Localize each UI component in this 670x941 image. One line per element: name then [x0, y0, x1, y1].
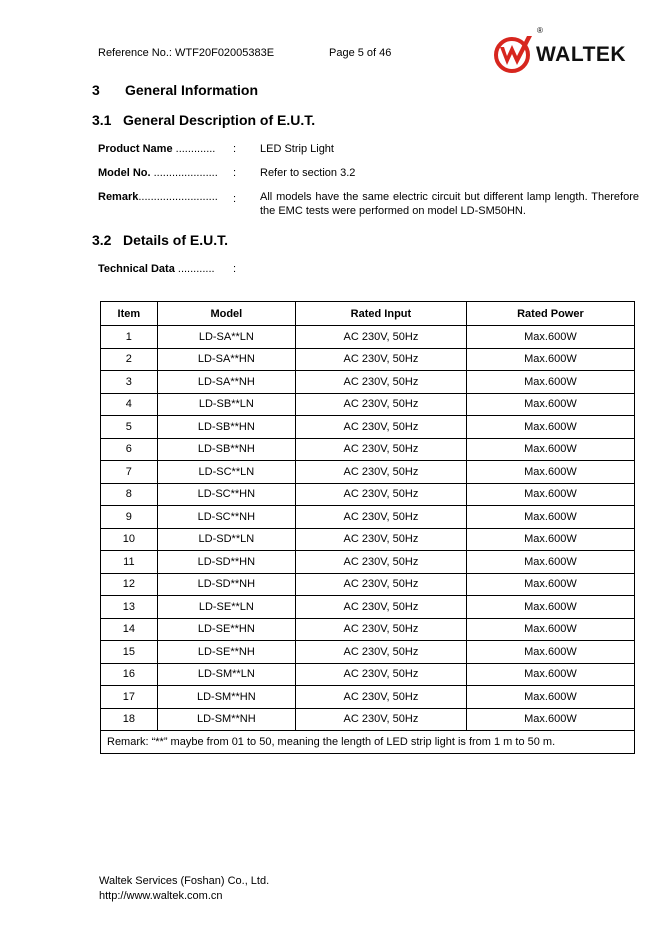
cell-rated-power: Max.600W [466, 393, 634, 416]
cell-rated-input: AC 230V, 50Hz [295, 663, 466, 686]
remark-value: All models have the same electric circuit but different lamp length. Therefore the EMC tests were performed on model LD-SM50HN. [260, 191, 639, 217]
cell-item: 3 [101, 371, 158, 394]
section-3-heading [92, 82, 258, 98]
section-number: 3 [92, 82, 100, 98]
cell-rated-input: AC 230V, 50Hz [295, 686, 466, 709]
product-name-value: LED Strip Light [260, 143, 334, 155]
section-title: Details of E.U.T. [123, 232, 229, 248]
cell-model: LD-SB**LN [157, 393, 295, 416]
cell-item: 11 [101, 551, 158, 574]
model-no-label: Model No. ..................... [98, 167, 218, 179]
cell-model: LD-SD**LN [157, 528, 295, 551]
colon: : [233, 263, 237, 275]
cell-rated-power: Max.600W [466, 461, 634, 484]
cell-rated-input: AC 230V, 50Hz [295, 416, 466, 439]
section-title: General Description of E.U.T. [123, 112, 316, 128]
cell-item: 8 [101, 483, 158, 506]
cell-item: 16 [101, 663, 158, 686]
table-row [101, 416, 635, 439]
cell-rated-power: Max.600W [466, 641, 634, 664]
footer-company: Waltek Services (Foshan) Co., Ltd. [99, 875, 270, 887]
table-row [101, 618, 635, 641]
page-number: Page 5 of 46 [329, 47, 392, 59]
cell-rated-input: AC 230V, 50Hz [295, 461, 466, 484]
cell-rated-power: Max.600W [466, 438, 634, 461]
cell-item: 10 [101, 528, 158, 551]
cell-rated-power: Max.600W [466, 371, 634, 394]
table-header-row [101, 302, 635, 326]
table-row [101, 371, 635, 394]
cell-rated-input: AC 230V, 50Hz [295, 708, 466, 731]
table-row [101, 461, 635, 484]
model-no-value: Refer to section 3.2 [260, 167, 356, 179]
reference-number: Reference No.: WTF20F02005383E [98, 47, 275, 59]
cell-rated-power: Max.600W [466, 551, 634, 574]
cell-rated-power: Max.600W [466, 596, 634, 619]
cell-model: LD-SD**NH [157, 573, 295, 596]
table-row [101, 348, 635, 371]
cell-rated-power: Max.600W [466, 483, 634, 506]
cell-item: 7 [101, 461, 158, 484]
cell-item: 12 [101, 573, 158, 596]
cell-rated-power: Max.600W [466, 326, 634, 349]
cell-item: 15 [101, 641, 158, 664]
table-row [101, 573, 635, 596]
logo-text: WALTEK [536, 43, 627, 66]
cell-rated-input: AC 230V, 50Hz [295, 641, 466, 664]
header-rated-input: Rated Input [295, 302, 466, 326]
header-model: Model [157, 302, 295, 326]
colon: : [233, 167, 237, 179]
cell-model: LD-SA**NH [157, 371, 295, 394]
cell-rated-input: AC 230V, 50Hz [295, 528, 466, 551]
cell-rated-input: AC 230V, 50Hz [295, 551, 466, 574]
cell-model: LD-SB**HN [157, 416, 295, 439]
cell-rated-input: AC 230V, 50Hz [295, 596, 466, 619]
remark-label: Remark.......................... [98, 191, 218, 203]
table-row [101, 686, 635, 709]
footer-url: http://www.waltek.com.cn [99, 890, 223, 902]
cell-item: 17 [101, 686, 158, 709]
table-row [101, 708, 635, 731]
table-row [101, 528, 635, 551]
product-name-label: Product Name ............. [98, 143, 216, 155]
cell-rated-input: AC 230V, 50Hz [295, 438, 466, 461]
cell-model: LD-SM**HN [157, 686, 295, 709]
cell-model: LD-SC**NH [157, 506, 295, 529]
cell-model: LD-SD**HN [157, 551, 295, 574]
cell-model: LD-SB**NH [157, 438, 295, 461]
colon: : [233, 193, 237, 205]
cell-rated-power: Max.600W [466, 528, 634, 551]
cell-model: LD-SM**NH [157, 708, 295, 731]
cell-rated-input: AC 230V, 50Hz [295, 326, 466, 349]
cell-rated-power: Max.600W [466, 416, 634, 439]
table-row [101, 483, 635, 506]
waltek-logo-icon [492, 30, 536, 76]
section-3-1-heading [92, 112, 315, 128]
cell-rated-input: AC 230V, 50Hz [295, 483, 466, 506]
technical-data-label: Technical Data ............ [98, 263, 215, 275]
cell-rated-input: AC 230V, 50Hz [295, 393, 466, 416]
cell-item: 9 [101, 506, 158, 529]
cell-rated-input: AC 230V, 50Hz [295, 618, 466, 641]
cell-rated-power: Max.600W [466, 348, 634, 371]
table-row [101, 551, 635, 574]
cell-model: LD-SA**HN [157, 348, 295, 371]
section-title: General Information [125, 82, 259, 98]
registered-mark: ® [537, 26, 543, 35]
table-row [101, 438, 635, 461]
technical-data-table [100, 301, 635, 754]
cell-model: LD-SE**NH [157, 641, 295, 664]
cell-model: LD-SE**HN [157, 618, 295, 641]
cell-item: 18 [101, 708, 158, 731]
cell-rated-power: Max.600W [466, 686, 634, 709]
table-remark: Remark: “**” maybe from 01 to 50, meaning the length of LED strip light is from 1 m to 50 m. [101, 731, 635, 754]
cell-rated-input: AC 230V, 50Hz [295, 371, 466, 394]
table-row [101, 326, 635, 349]
table-row [101, 596, 635, 619]
cell-item: 5 [101, 416, 158, 439]
header-rated-power: Rated Power [466, 302, 634, 326]
footer [99, 874, 269, 904]
cell-rated-power: Max.600W [466, 506, 634, 529]
cell-item: 4 [101, 393, 158, 416]
cell-item: 6 [101, 438, 158, 461]
cell-rated-power: Max.600W [466, 573, 634, 596]
cell-item: 14 [101, 618, 158, 641]
table-remark-row [101, 731, 635, 754]
colon: : [233, 143, 237, 155]
table-row [101, 506, 635, 529]
cell-item: 13 [101, 596, 158, 619]
cell-rated-input: AC 230V, 50Hz [295, 348, 466, 371]
table-row [101, 393, 635, 416]
waltek-logo [492, 26, 637, 76]
table-row [101, 641, 635, 664]
cell-rated-power: Max.600W [466, 708, 634, 731]
section-number: 3.1 [92, 112, 112, 128]
table-row [101, 663, 635, 686]
cell-rated-power: Max.600W [466, 618, 634, 641]
cell-model: LD-SC**HN [157, 483, 295, 506]
cell-rated-input: AC 230V, 50Hz [295, 573, 466, 596]
cell-model: LD-SM**LN [157, 663, 295, 686]
cell-item: 2 [101, 348, 158, 371]
cell-model: LD-SE**LN [157, 596, 295, 619]
cell-item: 1 [101, 326, 158, 349]
section-3-2-heading [92, 232, 228, 248]
cell-model: LD-SC**LN [157, 461, 295, 484]
cell-model: LD-SA**LN [157, 326, 295, 349]
cell-rated-power: Max.600W [466, 663, 634, 686]
section-number: 3.2 [92, 232, 112, 248]
cell-rated-input: AC 230V, 50Hz [295, 506, 466, 529]
header-item: Item [101, 302, 158, 326]
